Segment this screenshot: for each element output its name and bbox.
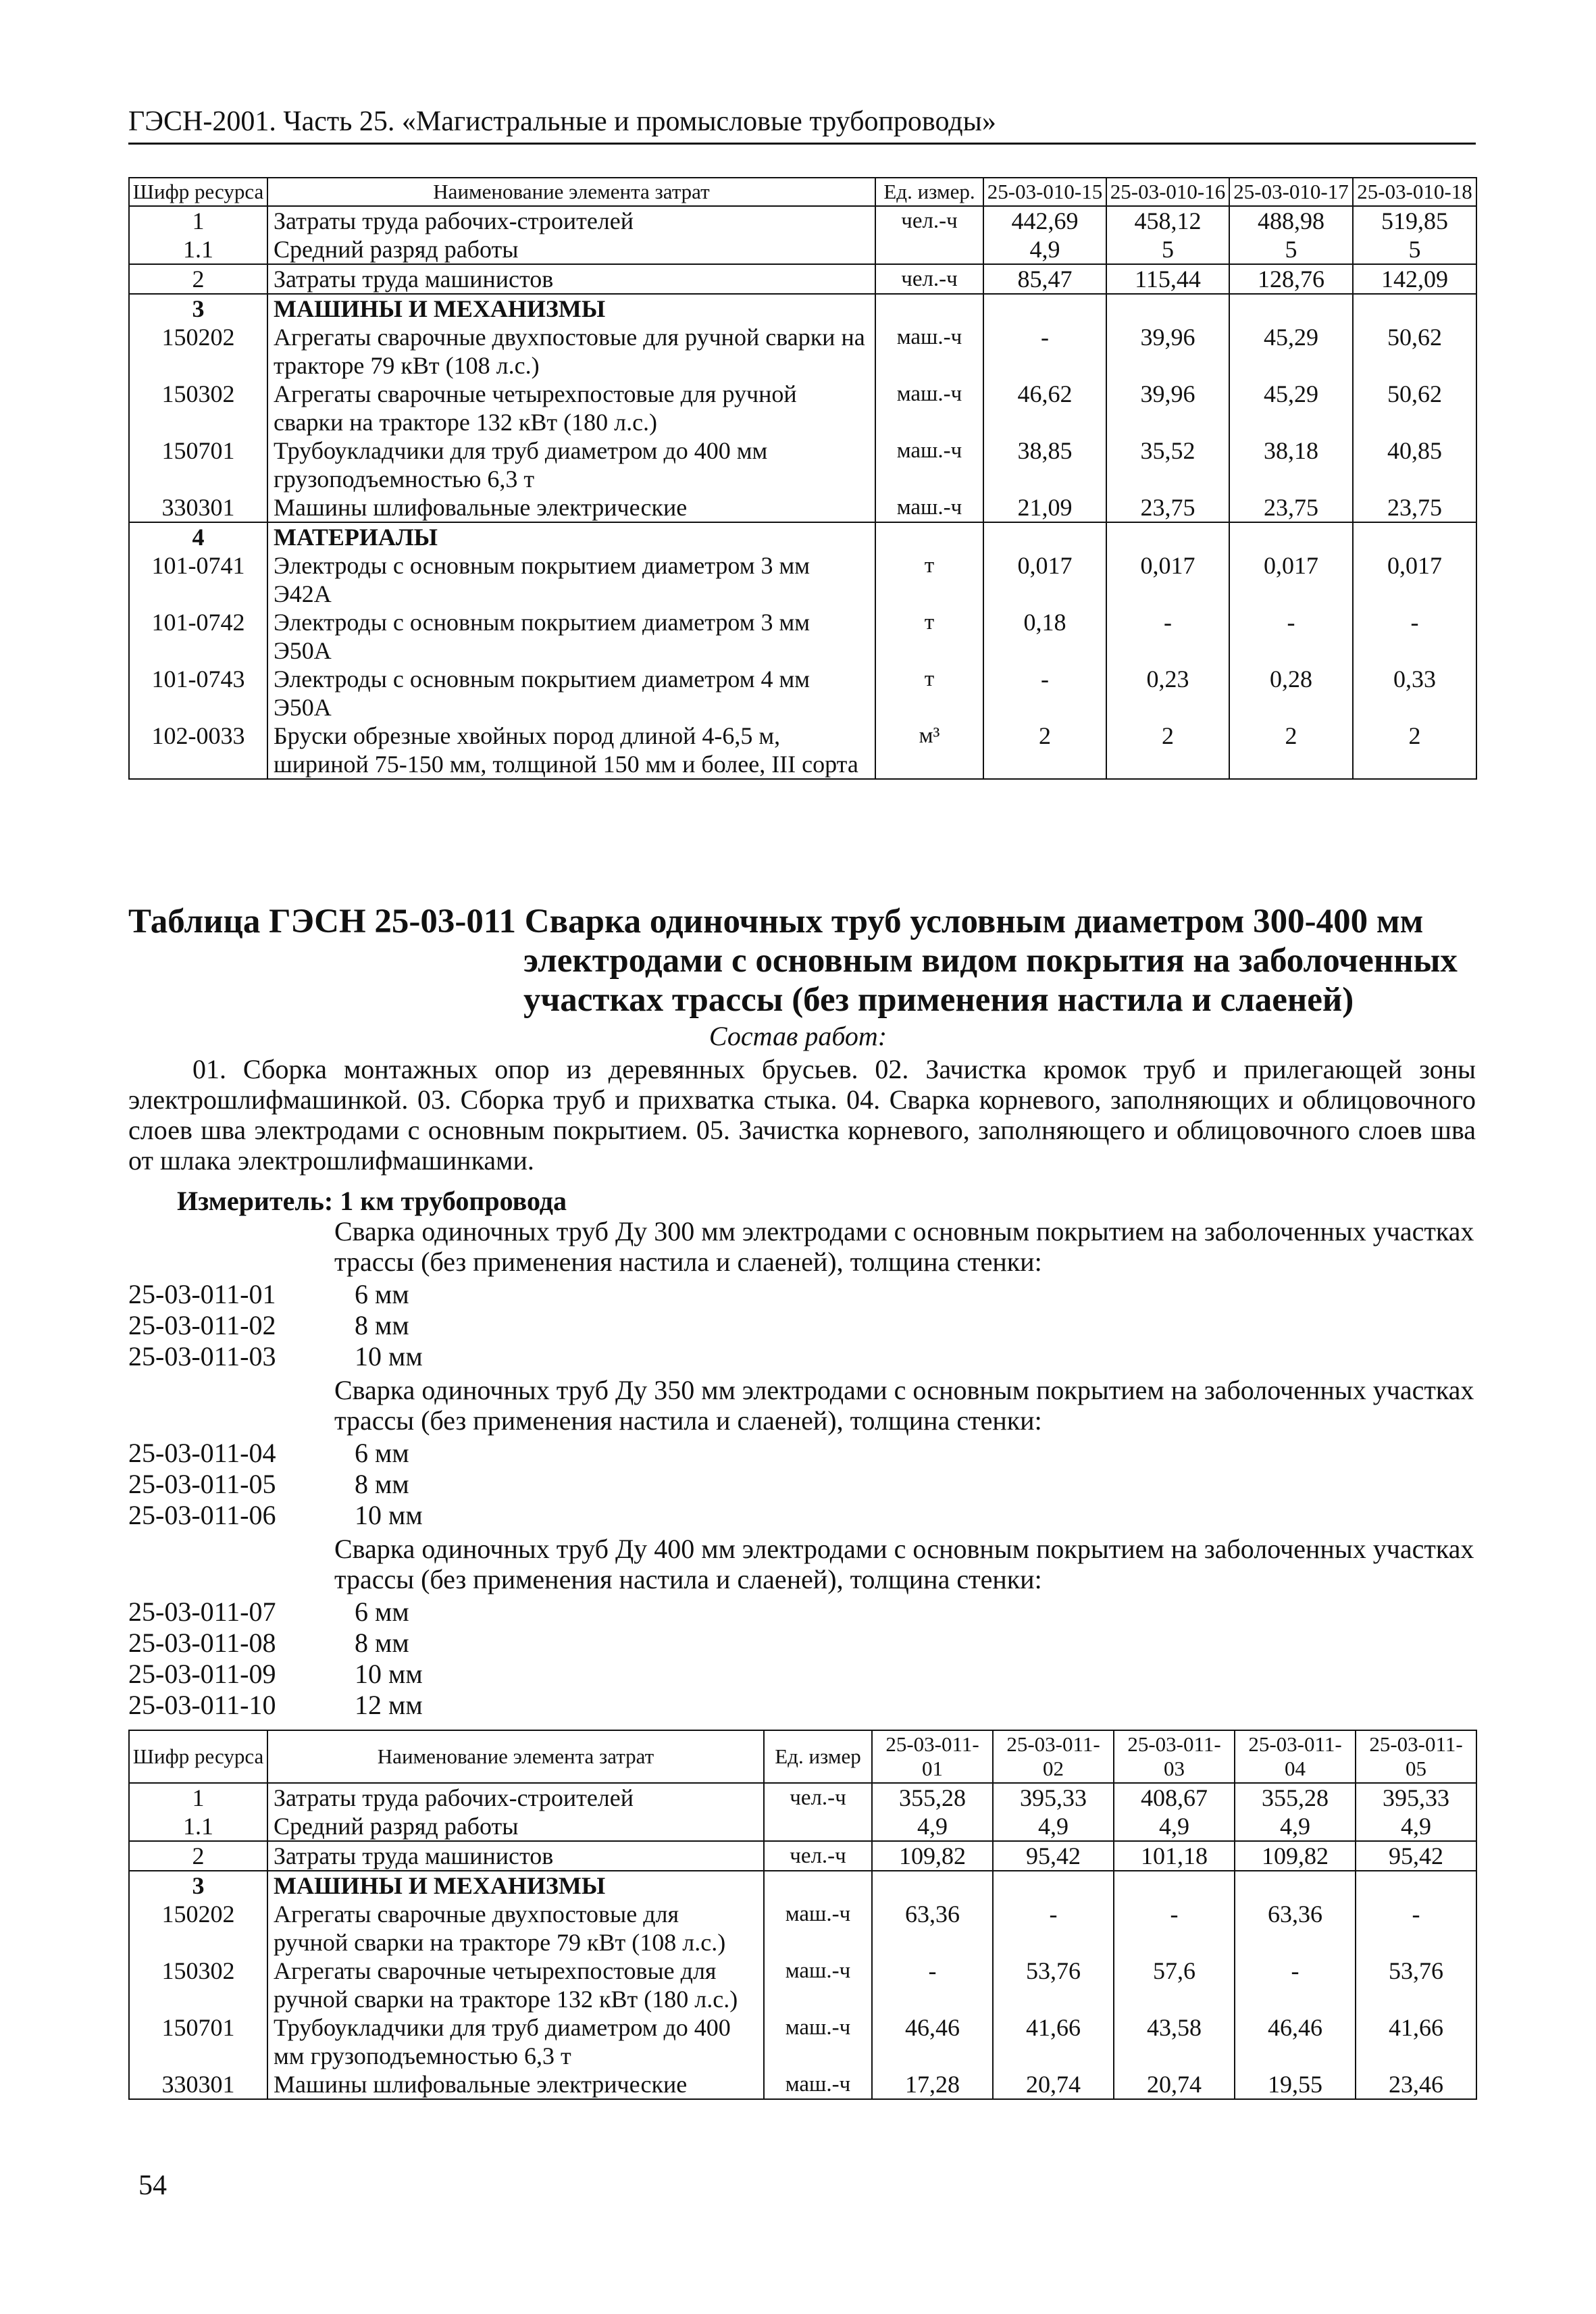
cell-unit: м³ <box>875 722 983 779</box>
table-row <box>129 522 1476 551</box>
code-item-value: 6 мм <box>355 1279 409 1309</box>
cell-value: 95,42 <box>993 1841 1114 1871</box>
code-item-value: 12 мм <box>355 1690 423 1720</box>
cell-name: Трубоукладчики для труб диаметром до 400 мм грузоподъемностью 6,3 т <box>267 436 875 493</box>
cell-value: 395,33 <box>1356 1783 1476 1812</box>
cell-code: 150701 <box>129 436 267 493</box>
header-unit: Ед. измер. <box>875 178 983 206</box>
cell-unit <box>875 235 983 264</box>
table-row <box>129 608 1476 665</box>
table-row <box>129 493 1476 522</box>
code-item <box>128 1341 423 1372</box>
cell-value: - <box>1106 608 1229 665</box>
header-col: 25-03-011-04 <box>1235 1730 1356 1783</box>
cell-unit: т <box>875 608 983 665</box>
cell-unit: т <box>875 665 983 722</box>
code-item-code: 25-03-011-04 <box>128 1438 276 1468</box>
header-col: 25-03-011-02 <box>993 1730 1114 1783</box>
cell-code: 150302 <box>129 380 267 436</box>
code-item <box>128 1659 423 1690</box>
cell-name: Бруски обрезные хвойных пород длиной 4-6,5 м, шириной 75-150 мм, толщиной 150 мм и более, III сорта <box>267 722 875 779</box>
table-row <box>129 436 1476 493</box>
work-composition-text: 01. Сборка монтажных опор из деревянных брусьев. 02. Зачистка кромок труб и прилегающей зоны электрошлифмашинкой. 03. Сборка труб и прихватка стыка. 04. Сварка корневого, заполняющих и облицовочного слоев шва электродами с основным покрытием. 05. Зачистка корневого, заполняющего и облицовочного слоев шва от шлака электрошлифмашинками. <box>128 1054 1476 1176</box>
code-item-code: 25-03-011-06 <box>128 1500 276 1530</box>
table-title <box>128 902 1476 1020</box>
page-number: 54 <box>138 2170 167 2201</box>
cell-value <box>1353 294 1476 323</box>
code-item-code: 25-03-011-10 <box>128 1690 276 1720</box>
code-item-value: 10 мм <box>355 1341 423 1372</box>
cell-code: 330301 <box>129 2070 267 2099</box>
cell-unit <box>764 1871 872 1900</box>
cell-value: 20,74 <box>993 2070 1114 2099</box>
cell-value: 21,09 <box>983 493 1106 522</box>
page-header: ГЭСН-2001. Часть 25. «Магистральные и промысловые трубопроводы» <box>128 105 1476 145</box>
cell-code: 4 <box>129 522 267 551</box>
cell-value: 38,18 <box>1229 436 1353 493</box>
cell-name: Затраты труда рабочих-строителей <box>267 206 875 235</box>
cell-value: 0,017 <box>1106 551 1229 608</box>
cell-unit: чел.-ч <box>875 264 983 294</box>
cell-value: 19,55 <box>1235 2070 1356 2099</box>
cell-code: 330301 <box>129 493 267 522</box>
cell-value: 5 <box>1229 235 1353 264</box>
cell-value: 109,82 <box>872 1841 993 1871</box>
cell-value: 17,28 <box>872 2070 993 2099</box>
cell-value: 23,75 <box>1229 493 1353 522</box>
cell-value: 355,28 <box>1235 1783 1356 1812</box>
cell-value <box>1106 294 1229 323</box>
resource-table-1 <box>128 177 1477 780</box>
table-title-line: Таблица ГЭСН 25-03-011 Сварка одиночных труб условным диаметром 300-400 мм <box>128 903 1424 940</box>
cell-value: - <box>1229 608 1353 665</box>
cell-code: 101-0743 <box>129 665 267 722</box>
cell-unit: чел.-ч <box>875 206 983 235</box>
cell-value: 0,017 <box>983 551 1106 608</box>
cell-value: 45,29 <box>1229 323 1353 380</box>
cell-value <box>1235 1871 1356 1900</box>
cell-code: 3 <box>129 294 267 323</box>
cell-name: Машины шлифовальные электрические <box>267 2070 764 2099</box>
cell-value: 4,9 <box>993 1812 1114 1841</box>
cell-value: 0,017 <box>1229 551 1353 608</box>
cell-value: 50,62 <box>1353 380 1476 436</box>
header-col: 25-03-011-05 <box>1356 1730 1476 1783</box>
cell-code: 150202 <box>129 1900 267 1957</box>
group-description: Сварка одиночных труб Ду 350 мм электродами с основным покрытием на заболоченных участках трассы (без применения настила и слаеней), толщина стенки: <box>334 1375 1474 1436</box>
cell-value: 0,017 <box>1353 551 1476 608</box>
cell-code: 1.1 <box>129 235 267 264</box>
cell-value: 57,6 <box>1114 1957 1235 2013</box>
table-row <box>129 1871 1476 1900</box>
cell-value: 0,23 <box>1106 665 1229 722</box>
group-description: Сварка одиночных труб Ду 300 мм электродами с основным покрытием на заболоченных участках трассы (без применения настила и слаеней), толщина стенки: <box>334 1216 1474 1277</box>
cell-value <box>1356 1871 1476 1900</box>
cell-value: 45,29 <box>1229 380 1353 436</box>
cell-value: - <box>983 665 1106 722</box>
cell-name: Агрегаты сварочные двухпостовые для ручной сварки на тракторе 79 кВт (108 л.с.) <box>267 1900 764 1957</box>
table-title-line: электродами с основным видом покрытия на заболоченных <box>523 942 1458 980</box>
cell-code: 1 <box>129 206 267 235</box>
cell-unit: маш.-ч <box>764 1957 872 2013</box>
cell-value: 115,44 <box>1106 264 1229 294</box>
cell-value: 4,9 <box>1114 1812 1235 1841</box>
cell-value: 23,75 <box>1353 493 1476 522</box>
cell-value: 4,9 <box>983 235 1106 264</box>
cell-value: 40,85 <box>1353 436 1476 493</box>
table-row <box>129 722 1476 779</box>
cell-code: 2 <box>129 1841 267 1871</box>
code-item-code: 25-03-011-08 <box>128 1628 276 1658</box>
cell-unit: маш.-ч <box>875 323 983 380</box>
cell-value: 442,69 <box>983 206 1106 235</box>
cell-value: 2 <box>983 722 1106 779</box>
cell-value <box>993 1871 1114 1900</box>
cell-value <box>872 1871 993 1900</box>
cell-unit: маш.-ч <box>875 493 983 522</box>
header-col: 25-03-010-16 <box>1106 178 1229 206</box>
table-title-line: участках трассы (без применения настила и слаеней) <box>523 981 1354 1019</box>
cell-code: 3 <box>129 1871 267 1900</box>
cell-name: МАШИНЫ И МЕХАНИЗМЫ <box>267 1871 764 1900</box>
cell-code: 101-0741 <box>129 551 267 608</box>
header-col: 25-03-011-01 <box>872 1730 993 1783</box>
cell-value: 85,47 <box>983 264 1106 294</box>
table-row <box>129 665 1476 722</box>
cell-name: МАШИНЫ И МЕХАНИЗМЫ <box>267 294 875 323</box>
code-item-code: 25-03-011-02 <box>128 1310 276 1340</box>
cell-value: 53,76 <box>1356 1957 1476 2013</box>
cell-value: 395,33 <box>993 1783 1114 1812</box>
header-col: 25-03-011-03 <box>1114 1730 1235 1783</box>
cell-value: 408,67 <box>1114 1783 1235 1812</box>
code-item-value: 6 мм <box>355 1438 409 1468</box>
cell-name: Агрегаты сварочные четырехпостовые для ручной сварки на тракторе 132 кВт (180 л.с.) <box>267 380 875 436</box>
cell-value: 23,75 <box>1106 493 1229 522</box>
cell-value: - <box>1356 1900 1476 1957</box>
cell-value: - <box>983 323 1106 380</box>
cell-code: 150202 <box>129 323 267 380</box>
cell-value: 46,62 <box>983 380 1106 436</box>
cell-value <box>983 522 1106 551</box>
table-row <box>129 294 1476 323</box>
header-col: 25-03-010-17 <box>1229 178 1353 206</box>
table-row <box>129 551 1476 608</box>
cell-name: Агрегаты сварочные двухпостовые для ручной сварки на тракторе 79 кВт (108 л.с.) <box>267 323 875 380</box>
cell-value: 41,66 <box>1356 2013 1476 2070</box>
cell-value: 50,62 <box>1353 323 1476 380</box>
code-item-value: 8 мм <box>355 1469 409 1499</box>
cell-value: - <box>1353 608 1476 665</box>
table-row <box>129 2013 1476 2070</box>
cell-code: 150701 <box>129 2013 267 2070</box>
measurement-unit: Измеритель: 1 км трубопровода <box>177 1186 567 1216</box>
cell-value: 53,76 <box>993 1957 1114 2013</box>
cell-value: 519,85 <box>1353 206 1476 235</box>
cell-unit: чел.-ч <box>764 1841 872 1871</box>
code-item-code: 25-03-011-07 <box>128 1596 276 1627</box>
cell-value <box>983 294 1106 323</box>
header-col: 25-03-010-18 <box>1353 178 1476 206</box>
code-item <box>128 1310 409 1341</box>
cell-unit <box>875 522 983 551</box>
cell-code: 1.1 <box>129 1812 267 1841</box>
resource-table-2 <box>128 1730 1477 2100</box>
cell-value: 23,46 <box>1356 2070 1476 2099</box>
code-item-value: 10 мм <box>355 1500 423 1530</box>
header-col: 25-03-010-15 <box>983 178 1106 206</box>
table-row <box>129 235 1476 264</box>
code-item-code: 25-03-011-03 <box>128 1341 276 1372</box>
code-item <box>128 1690 423 1721</box>
cell-value: 39,96 <box>1106 380 1229 436</box>
code-item <box>128 1596 409 1628</box>
cell-value: 95,42 <box>1356 1841 1476 1871</box>
cell-name: МАТЕРИАЛЫ <box>267 522 875 551</box>
cell-value: - <box>993 1900 1114 1957</box>
cell-value: 0,28 <box>1229 665 1353 722</box>
table-header-row <box>129 178 1476 206</box>
cell-unit: маш.-ч <box>764 1900 872 1957</box>
code-item <box>128 1500 423 1531</box>
cell-value: 63,36 <box>872 1900 993 1957</box>
cell-value: 43,58 <box>1114 2013 1235 2070</box>
cell-value: 4,9 <box>872 1812 993 1841</box>
table-row <box>129 1812 1476 1841</box>
cell-unit <box>764 1812 872 1841</box>
cell-value: 35,52 <box>1106 436 1229 493</box>
cell-code: 2 <box>129 264 267 294</box>
cell-name: Электроды с основным покрытием диаметром 3 мм Э50А <box>267 608 875 665</box>
code-item-value: 10 мм <box>355 1659 423 1689</box>
cell-code: 102-0033 <box>129 722 267 779</box>
table-row <box>129 1783 1476 1812</box>
cell-name: Электроды с основным покрытием диаметром 4 мм Э50А <box>267 665 875 722</box>
cell-code: 101-0742 <box>129 608 267 665</box>
cell-value: 20,74 <box>1114 2070 1235 2099</box>
cell-value: 0,33 <box>1353 665 1476 722</box>
cell-code: 150302 <box>129 1957 267 2013</box>
table-row <box>129 1841 1476 1871</box>
cell-value: 41,66 <box>993 2013 1114 2070</box>
cell-name: Машины шлифовальные электрические <box>267 493 875 522</box>
table-row <box>129 206 1476 235</box>
cell-name: Электроды с основным покрытием диаметром 3 мм Э42А <box>267 551 875 608</box>
table-row <box>129 323 1476 380</box>
cell-unit: маш.-ч <box>764 2013 872 2070</box>
code-item <box>128 1279 409 1310</box>
cell-unit: т <box>875 551 983 608</box>
cell-value: 458,12 <box>1106 206 1229 235</box>
header-code: Шифр ресурса <box>129 1730 267 1783</box>
cell-unit: маш.-ч <box>764 2070 872 2099</box>
header-name: Наименование элемента затрат <box>267 1730 764 1783</box>
code-item-code: 25-03-011-01 <box>128 1279 276 1309</box>
cell-value: 63,36 <box>1235 1900 1356 1957</box>
table-row <box>129 1957 1476 2013</box>
cell-value: 101,18 <box>1114 1841 1235 1871</box>
cell-value: 5 <box>1353 235 1476 264</box>
table-row <box>129 264 1476 294</box>
cell-value: - <box>872 1957 993 2013</box>
cell-value: 488,98 <box>1229 206 1353 235</box>
cell-name: Средний разряд работы <box>267 235 875 264</box>
cell-value: 38,85 <box>983 436 1106 493</box>
cell-value: 46,46 <box>872 2013 993 2070</box>
cell-name: Затраты труда машинистов <box>267 1841 764 1871</box>
cell-value: 46,46 <box>1235 2013 1356 2070</box>
cell-value: - <box>1114 1900 1235 1957</box>
cell-unit: маш.-ч <box>875 380 983 436</box>
table-row <box>129 1900 1476 1957</box>
cell-name: Трубоукладчики для труб диаметром до 400 мм грузоподъемностью 6,3 т <box>267 2013 764 2070</box>
group-description: Сварка одиночных труб Ду 400 мм электродами с основным покрытием на заболоченных участках трассы (без применения настила и слаеней), толщина стенки: <box>334 1534 1474 1594</box>
cell-value <box>1106 522 1229 551</box>
cell-value: 2 <box>1106 722 1229 779</box>
cell-value: 109,82 <box>1235 1841 1356 1871</box>
cell-unit: чел.-ч <box>764 1783 872 1812</box>
header-name: Наименование элемента затрат <box>267 178 875 206</box>
code-item <box>128 1628 409 1659</box>
code-item-code: 25-03-011-05 <box>128 1469 276 1499</box>
cell-value: 142,09 <box>1353 264 1476 294</box>
cell-value: 4,9 <box>1235 1812 1356 1841</box>
code-item <box>128 1438 409 1469</box>
cell-value <box>1229 522 1353 551</box>
cell-name: Затраты труда рабочих-строителей <box>267 1783 764 1812</box>
header-code: Шифр ресурса <box>129 178 267 206</box>
cell-unit <box>875 294 983 323</box>
cell-name: Агрегаты сварочные четырехпостовые для ручной сварки на тракторе 132 кВт (180 л.с.) <box>267 1957 764 2013</box>
cell-value: 5 <box>1106 235 1229 264</box>
code-item <box>128 1469 409 1500</box>
cell-value: - <box>1235 1957 1356 2013</box>
cell-unit: маш.-ч <box>875 436 983 493</box>
cell-value: 128,76 <box>1229 264 1353 294</box>
table-row <box>129 380 1476 436</box>
cell-value: 0,18 <box>983 608 1106 665</box>
code-item-code: 25-03-011-09 <box>128 1659 276 1689</box>
cell-code: 1 <box>129 1783 267 1812</box>
code-item-value: 8 мм <box>355 1310 409 1340</box>
cell-value: 2 <box>1229 722 1353 779</box>
code-item-value: 8 мм <box>355 1628 409 1658</box>
cell-value: 39,96 <box>1106 323 1229 380</box>
work-composition-label: Состав работ: <box>709 1021 887 1051</box>
cell-value <box>1114 1871 1235 1900</box>
cell-value: 355,28 <box>872 1783 993 1812</box>
cell-name: Затраты труда машинистов <box>267 264 875 294</box>
cell-value: 2 <box>1353 722 1476 779</box>
table-row <box>129 2070 1476 2099</box>
header-unit: Ед. измер <box>764 1730 872 1783</box>
cell-name: Средний разряд работы <box>267 1812 764 1841</box>
table-header-row <box>129 1730 1476 1783</box>
code-item-value: 6 мм <box>355 1596 409 1627</box>
cell-value: 4,9 <box>1356 1812 1476 1841</box>
cell-value <box>1353 522 1476 551</box>
cell-value <box>1229 294 1353 323</box>
